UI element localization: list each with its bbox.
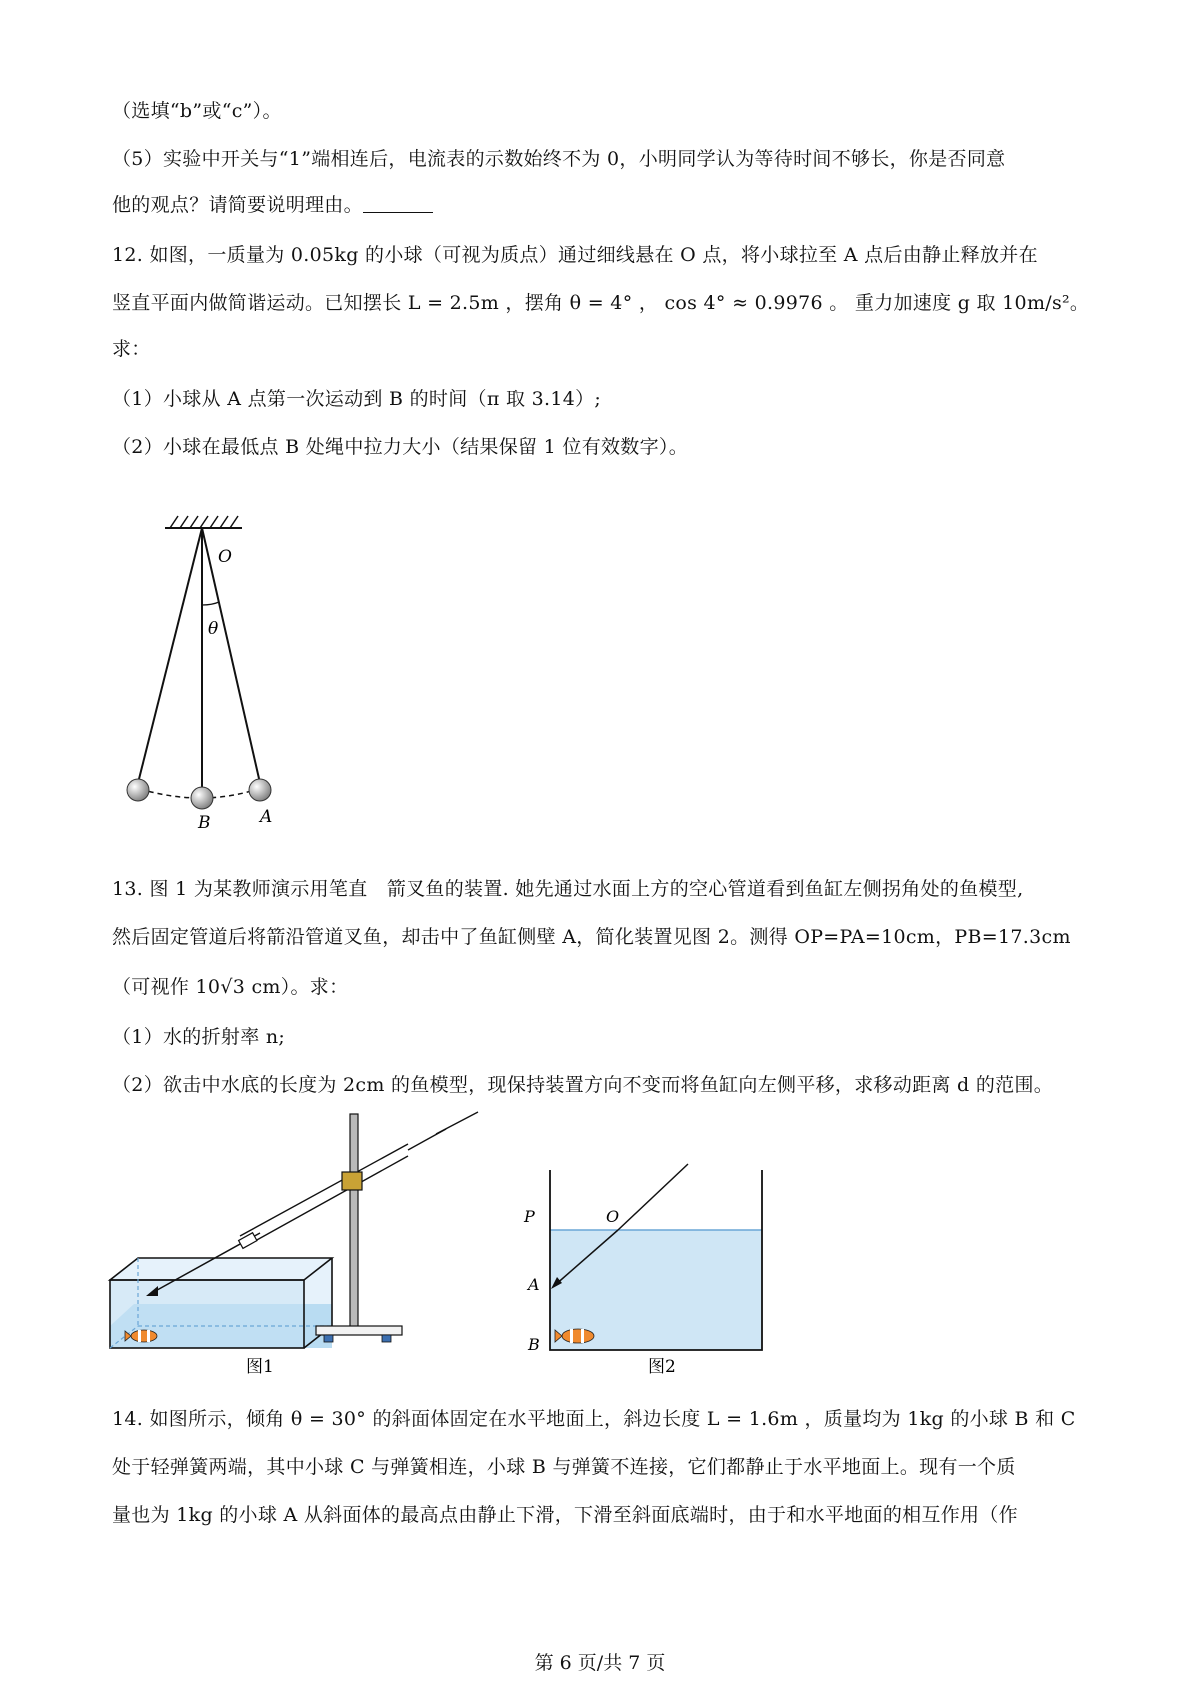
ball-left <box>127 779 149 801</box>
q13-line-3: （可视作 10√3 cm）。求： <box>112 976 349 998</box>
page-footer: 第 6 页/共 7 页 <box>534 1652 666 1674</box>
label-A: A <box>260 807 273 827</box>
label-O-fig2: O <box>606 1207 620 1226</box>
ball-A <box>249 779 271 801</box>
caption-fig1: 图1 <box>246 1357 274 1377</box>
q14-line-2: 处于轻弹簧两端，其中小球 C 与弹簧相连，小球 B 与弹簧不连接，它们都静止于水平地面上。现有一个质 <box>112 1456 1016 1478</box>
q13-line-4: （1）水的折射率 n; <box>112 1026 286 1048</box>
q13-line-1: 13. 图 1 为某教师演示用笔直 箭叉鱼的装置. 她先通过水面上方的空心管道看到鱼缸左侧拐角处的鱼模型, <box>112 878 1024 900</box>
q13-line-5: （2）欲击中水底的长度为 2cm 的鱼模型，现保持装置方向不变而将鱼缸向左侧平移，求移动距离 d 的范围。 <box>112 1074 1054 1096</box>
caption-fig2: 图2 <box>648 1357 676 1377</box>
text-line-3: 他的观点？请简要说明理由。 <box>112 190 433 217</box>
label-B: B <box>198 813 211 830</box>
label-P: P <box>524 1207 535 1226</box>
q14-line-1: 14. 如图所示，倾角 θ = 30° 的斜面体固定在水平地面上，斜边长度 L = 1.6m ，质量均为 1kg 的小球 B 和 C <box>112 1408 1076 1430</box>
ball-B <box>191 787 213 809</box>
label-B-fig2: B <box>528 1335 540 1354</box>
pendulum-figure <box>120 510 290 830</box>
q12-line-4: （1）小球从 A 点第一次运动到 B 的时间（π 取 3.14）; <box>112 388 602 410</box>
text-line-1: （选填“b”或“c”）。 <box>112 100 282 122</box>
label-A-fig2: A <box>528 1275 540 1294</box>
answer-blank[interactable] <box>363 194 433 213</box>
q12-line-1: 12. 如图，一质量为 0.05kg 的小球（可视为质点）通过细线悬在 O 点，将小球拉至 A 点后由静止释放并在 <box>112 244 1038 266</box>
q12-line-2: 竖直平面内做简谐运动。已知摆长 L = 2.5m ，摆角 θ = 4° ， cos 4° ≈ 0.9976 。 重力加速度 g 取 10m/s²。 <box>112 292 1090 314</box>
text-line-2: （5）实验中开关与“1”端相连后，电流表的示数始终不为 0，小明同学认为等待时间不够长，你是否同意 <box>112 148 1006 170</box>
q14-line-3: 量也为 1kg 的小球 A 从斜面体的最高点由静止下滑，下滑至斜面底端时，由于和水平地面的相互作用（作 <box>112 1504 1018 1526</box>
label-theta: θ <box>208 619 219 639</box>
stand-clamp <box>342 1172 362 1190</box>
figure-1 <box>106 1108 526 1378</box>
q12-line-5: （2）小球在最低点 B 处绳中拉力大小（结果保留 1 位有效数字）。 <box>112 436 688 458</box>
figure-2 <box>520 1150 800 1380</box>
q12-line-3: 求： <box>112 338 151 360</box>
label-O: O <box>218 547 232 567</box>
q13-line-2: 然后固定管道后将箭沿管道叉鱼，却击中了鱼缸侧壁 A，简化装置见图 2。测得 OP=PA=10cm，PB=17.3cm <box>112 926 1071 948</box>
